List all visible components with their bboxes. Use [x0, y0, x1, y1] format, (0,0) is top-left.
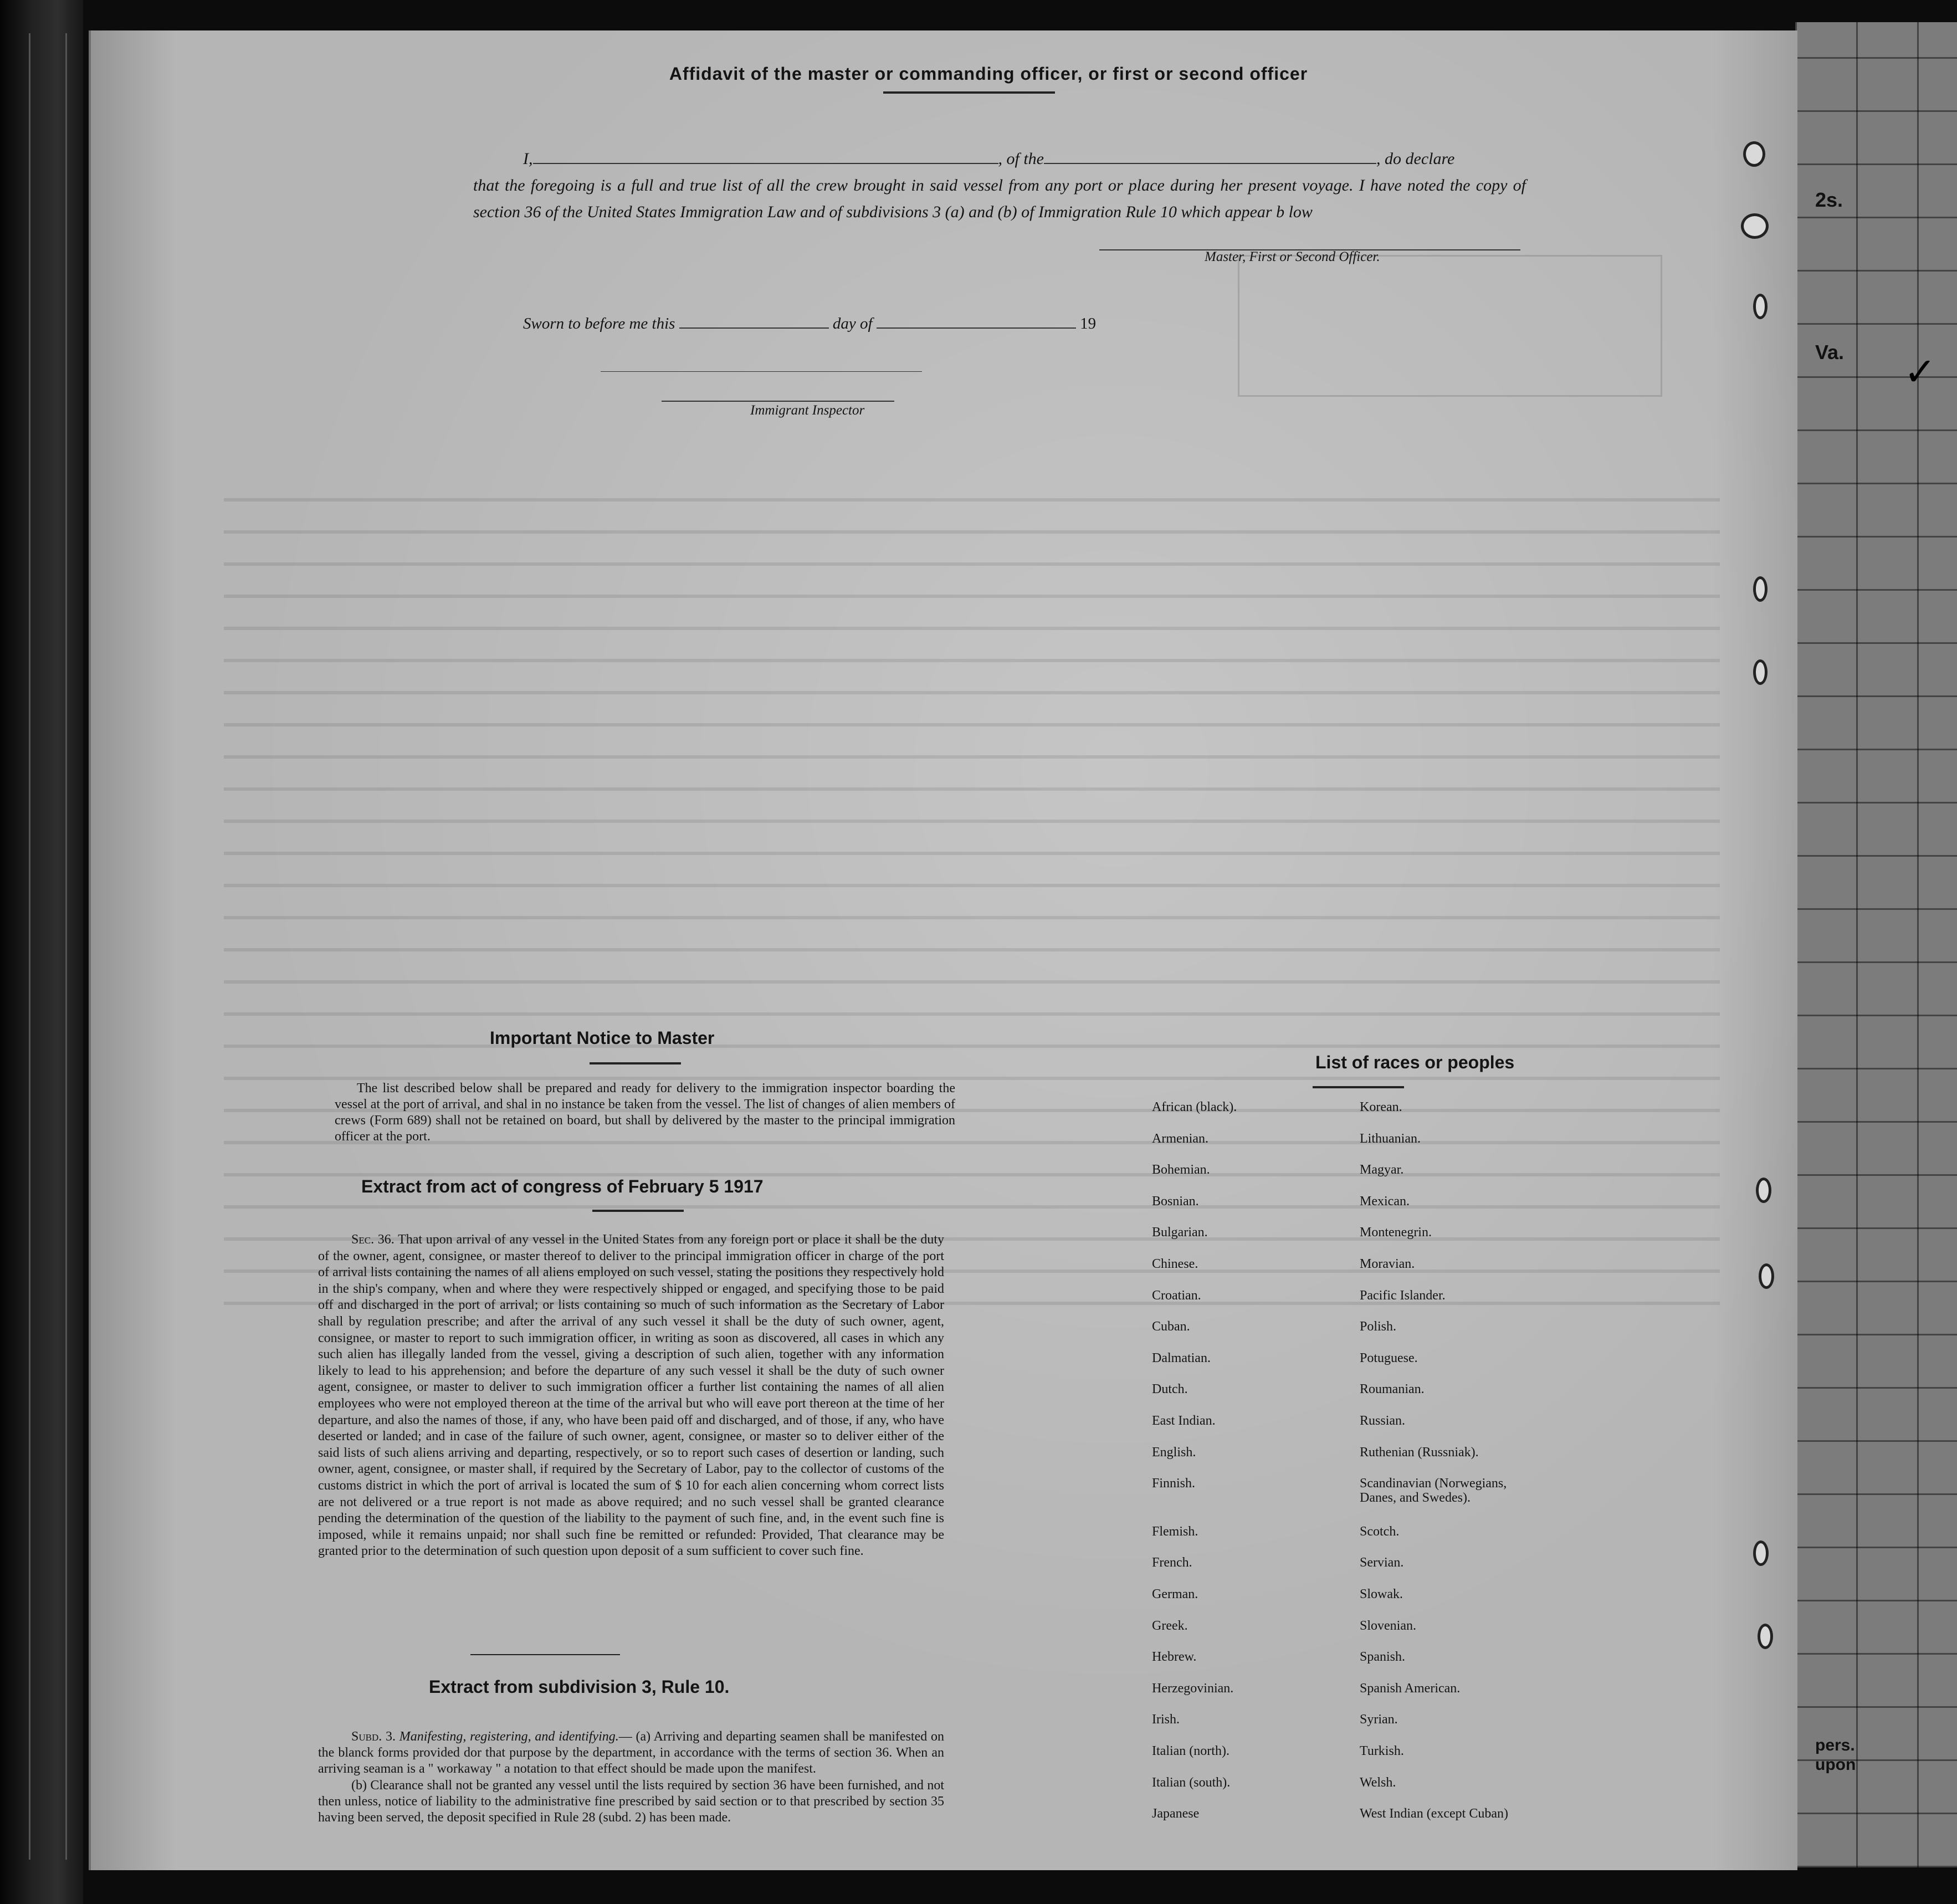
- race-item: Welsh.: [1360, 1775, 1396, 1790]
- notice-body: The list described below shall be prepared and ready for delivery to the immigration inspector boarding the vessel at the port of arrival, and shal in no instance be taken from the vessel. The list of changes of alien members of crews (Form 689) shall not be retained on board, but shall by delivered by the master to the principal immigration officer at the port.: [335, 1081, 955, 1144]
- race-item: Russian.: [1360, 1414, 1406, 1428]
- binder-hole: [1759, 1263, 1774, 1289]
- sworn-prefix: Sworn to before me this: [523, 315, 675, 332]
- notice-title: Important Notice to Master: [490, 1028, 715, 1048]
- race-item: Bohemian.: [1152, 1163, 1210, 1178]
- vessel-name-blank: [1044, 149, 1376, 164]
- sworn-line: [523, 313, 1096, 333]
- binder-hole: [1758, 1624, 1773, 1649]
- edge-text-1: 2s.: [1815, 188, 1843, 211]
- race-item: Hebrew.: [1152, 1650, 1197, 1665]
- scan-left-border: [0, 0, 83, 1904]
- sworn-day-blank: [679, 313, 829, 329]
- race-item: Polish.: [1360, 1319, 1397, 1334]
- race-item: Korean.: [1360, 1100, 1402, 1114]
- race-item: German.: [1152, 1587, 1198, 1601]
- sworn-day-of: day of: [832, 315, 873, 332]
- race-item: Potuguese.: [1360, 1350, 1418, 1365]
- divider-rule: [470, 1654, 620, 1655]
- race-item: Croatian.: [1152, 1288, 1201, 1303]
- declarant-end: , do declare: [1376, 150, 1455, 168]
- extract-act-rule: [592, 1210, 684, 1212]
- affidavit-line-1: [473, 146, 1526, 172]
- edge-text-4: upon: [1815, 1755, 1856, 1774]
- notice-rule: [590, 1062, 681, 1064]
- race-item: Turkish.: [1360, 1744, 1404, 1758]
- subd-para-b: (b) Clearance shall not be granted any vessel until the lists required by section 36 have been furnished, and not then unless, notice of liability to the administrative fine prescribed by said section or to that prescribed by section 35 having been served, the deposit specified in Rule 28 (subd. 2) has been made.: [318, 1778, 944, 1825]
- declarant-name-blank: [533, 149, 998, 164]
- race-item: Flemish.: [1152, 1524, 1198, 1539]
- race-item: Pacific Islander.: [1360, 1288, 1446, 1303]
- race-item: Moravian.: [1360, 1257, 1415, 1271]
- race-item: Spanish American.: [1360, 1681, 1461, 1696]
- race-item: Chinese.: [1152, 1257, 1198, 1271]
- section-body: That upon arrival of any vessel in the United States from any foreign port or place it shall be the duty of the owner, agent, consignee, or master thereof to deliver to the principal immigration officer in charge of the port of arrival lists containing the names of all aliens employed on such vessel, stating the positions they respectively hold in the ship's company, when and where they were respectively shipped or engaged, and specifying those to be paid off and discharged in the port of arrival; or lists containing so much of such information as the Secretary of Labor shall by regulation prescribe; and after the arrival of any such vessel it shall be the duty of such owner, agent, consignee, or master to report to such immigration officer, in writing as soon as discovered, all cases in which any such alien has illegally landed from the vessel, giving a description of such alien, together with any information likely to lead to his apprehension; and before the departure of any such vessel it shall be the duty of such owner agent, consignee, or master to deliver to such immigration officer a further list containing the names of all alien employees who were not employed thereon at the time of the arrival but who will eave port thereon at the time of her departure, and also the names of those, if any, who have been paid off and discharged, and of those, if any, who have deserted or landed; and in case of the failure of such owner, agent, consignee, or master so to deliver either of the said lists of such aliens arriving and departing, respectively, or so to report such cases of desertion or landing, such owner, agent, consignee, or master shall, if required by the Secretary of Labor, pay to the collector of customs of the customs district in which the port of arrival is located the sum of $ 10 for each alien concerning whom correct lists are not delivered or a true report is not made as above required; and no such vessel shall be granted clearance pending the determination of the question of the liability to the payment of such fine, and, in the event such fine is imposed, while it remains unpaid; nor shall such fine be remitted or refunded: Provided, That clearance may be granted prior to the determination of such question upon deposit of a sum sufficient to cover such fine.: [318, 1232, 944, 1559]
- faint-line: [601, 371, 922, 372]
- extract-rule-title: Extract from subdivision 3, Rule 10.: [429, 1677, 730, 1697]
- binder-hole: [1741, 213, 1769, 239]
- adjacent-page: [1795, 22, 1957, 1867]
- race-item: Finnish.: [1152, 1476, 1196, 1491]
- race-item: Syrian.: [1360, 1712, 1398, 1727]
- race-item: Bosnian.: [1152, 1194, 1199, 1209]
- subd-label: Subd. 3.: [351, 1729, 396, 1744]
- races-title: List of races or peoples: [1315, 1052, 1515, 1072]
- sworn-year: 19: [1080, 315, 1097, 332]
- inspector-signature-line: [662, 401, 894, 402]
- race-item: Italian (north).: [1152, 1744, 1229, 1758]
- binder-hole: [1756, 1178, 1771, 1203]
- race-item: Slowak.: [1360, 1587, 1403, 1601]
- declarant-prefix: I,: [523, 150, 533, 168]
- race-item: Magyar.: [1360, 1163, 1404, 1178]
- edge-text-2: Va.: [1815, 341, 1845, 364]
- extract-act-title: Extract from act of congress of February 5 1917: [361, 1176, 764, 1196]
- race-item: Ruthenian (Russniak).: [1360, 1445, 1479, 1460]
- race-item: Greek.: [1152, 1618, 1188, 1633]
- race-item: Roumanian.: [1360, 1382, 1425, 1397]
- binder-hole: [1743, 141, 1765, 167]
- check-mark: ✓: [1904, 351, 1936, 394]
- affidavit-text: [473, 146, 1526, 226]
- master-signature-label: Master, First or Second Officer.: [1205, 249, 1380, 264]
- race-item: Irish.: [1152, 1712, 1180, 1727]
- binder-hole: [1753, 294, 1768, 319]
- race-item: West Indian (except Cuban): [1360, 1806, 1508, 1821]
- race-item: Lithuanian.: [1360, 1131, 1421, 1146]
- race-item: Scotch.: [1360, 1524, 1400, 1539]
- race-item: French.: [1152, 1555, 1192, 1570]
- race-item: Scandinavian (Norwegians, Danes, and Swedes).: [1360, 1476, 1507, 1506]
- affidavit-title: Affidavit of the master or commanding officer, or first or second officer: [669, 64, 1308, 84]
- section-label: Sec. 36.: [351, 1232, 395, 1247]
- race-item: Armenian.: [1152, 1131, 1208, 1146]
- race-item: Bulgarian.: [1152, 1225, 1208, 1240]
- section-36-text: [318, 1232, 944, 1560]
- race-item: Dutch.: [1152, 1382, 1188, 1397]
- binder-hole: [1753, 659, 1768, 685]
- binder-hole: [1753, 576, 1768, 602]
- subd-heading: Manifesting, registering, and identifying.: [399, 1729, 619, 1744]
- bleed-through-box: [1238, 255, 1662, 397]
- race-item: East Indian.: [1152, 1414, 1216, 1428]
- document-sheet: [89, 30, 1797, 1870]
- race-item: English.: [1152, 1445, 1196, 1460]
- race-item: Mexican.: [1360, 1194, 1410, 1209]
- race-item: Cuban.: [1152, 1319, 1190, 1334]
- race-item: Spanish.: [1360, 1650, 1406, 1665]
- race-item: Dalmatian.: [1152, 1350, 1211, 1365]
- subdivision-text: [318, 1729, 944, 1826]
- races-rule: [1313, 1086, 1404, 1088]
- race-item: African (black).: [1152, 1100, 1237, 1114]
- race-item: Italian (south).: [1152, 1775, 1231, 1790]
- sworn-month-blank: [877, 313, 1076, 329]
- edge-text-3: pers.: [1815, 1736, 1855, 1754]
- affidavit-paragraph: that the foregoing is a full and true list of all the crew brought in said vessel from any port or place during her present voyage. I have noted the copy of section 36 of the United States Immigration Law and of subdivisions 3 (a) and (b) of Immigration Rule 10 which appear b low: [473, 176, 1526, 221]
- race-item: Japanese: [1152, 1806, 1200, 1821]
- binder-hole: [1753, 1540, 1769, 1566]
- declarant-mid: , of the: [998, 150, 1044, 168]
- race-item: Montenegrin.: [1360, 1225, 1432, 1240]
- race-item: Servian.: [1360, 1555, 1404, 1570]
- race-item: Herzegovinian.: [1152, 1681, 1234, 1696]
- inspector-label: Immigrant Inspector: [750, 403, 865, 418]
- race-item: Slovenian.: [1360, 1618, 1416, 1633]
- title-rule: [883, 91, 1055, 94]
- subd-para-a: — (a) Arriving and departing seamen shall be manifested on the blanck forms provided dor that purpose by the department, in accordance with the terms of section 36. When an arriving seaman is a " workaway " a notation to that effect should be made upon the manifest.: [318, 1729, 944, 1777]
